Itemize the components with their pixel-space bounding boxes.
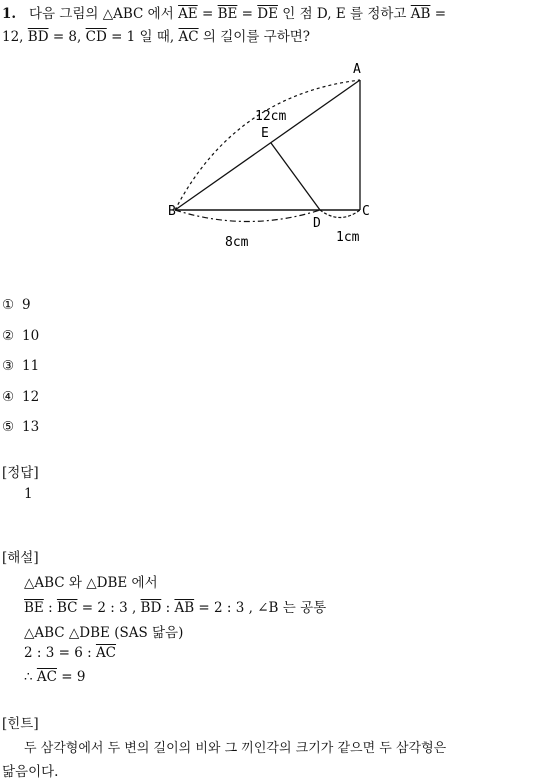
question-text-c: 12, <box>2 29 24 45</box>
segment-de-line <box>271 143 320 210</box>
explanation-header: [해설] <box>2 550 39 566</box>
segment-ab: $\overline{AB}$ <box>410 6 431 22</box>
answer-header: [정답] <box>2 465 39 481</box>
choice-mark: ② <box>2 328 15 344</box>
triangle-figure <box>160 55 380 250</box>
segment-ac: $\overline{AC}$ <box>178 29 199 45</box>
equals: = <box>241 6 253 22</box>
segment-bd: $\overline{BD}$ <box>140 600 162 616</box>
segment-de: $\overline{DE}$ <box>257 6 278 22</box>
choice-value: 9 <box>22 297 31 313</box>
question-text-e: = 1 일 때, <box>111 29 175 45</box>
arc-bd <box>175 210 320 222</box>
equals: = <box>434 6 447 22</box>
hint-line-1: 두 삼각형에서 두 변의 길이의 비와 그 끼인각의 크기가 같으면 두 삼각형은 <box>24 741 447 756</box>
segment-bd: $\overline{BD}$ <box>27 29 49 45</box>
choice-mark: ④ <box>2 389 15 405</box>
choice-2[interactable] <box>2 328 39 344</box>
choice-value: 11 <box>22 358 40 374</box>
ratio-text: = 2 : 3 , <box>81 600 137 616</box>
segment-cd: $\overline{CD}$ <box>85 29 107 45</box>
label-12cm: 12cm <box>255 109 287 124</box>
ratio-colon: : <box>165 600 171 616</box>
label-d: D <box>313 216 321 231</box>
explanation-line-5 <box>24 669 85 685</box>
proportion-text: 2 : 3 = 6 : <box>24 645 92 661</box>
question-line-2 <box>2 25 310 45</box>
ratio-text: = 2 : 3 , ∠B 는 공통 <box>198 600 327 616</box>
choice-value: 10 <box>22 328 40 344</box>
result-text: = 9 <box>61 669 86 685</box>
choice-3[interactable] <box>2 358 39 374</box>
segment-ab: $\overline{AB}$ <box>174 600 195 616</box>
arc-dc <box>320 210 360 218</box>
therefore-symbol: ∴ <box>24 669 33 685</box>
choice-mark: ③ <box>2 358 15 374</box>
question-text-b: 인 점 D, E 를 정하고 <box>282 6 407 22</box>
explanation-line-4 <box>24 645 116 661</box>
question-text-d: = 8, <box>52 29 82 45</box>
equals: = <box>201 6 214 22</box>
segment-ae: $\overline{AE}$ <box>178 6 198 22</box>
ratio-colon: : <box>48 600 53 616</box>
question-text-f: 의 길이를 구하면? <box>202 29 311 45</box>
segment-be: $\overline{BE}$ <box>217 6 238 22</box>
label-8cm: 8cm <box>225 235 249 250</box>
choice-mark: ① <box>2 297 15 313</box>
question-number: 1. <box>2 6 17 22</box>
label-e: E <box>261 126 269 141</box>
hint-header: [힌트] <box>2 716 39 732</box>
hint-line-2: 닮음이다. <box>2 764 59 780</box>
label-b: B <box>168 204 176 219</box>
answer-value: 1 <box>24 486 33 502</box>
explanation-line-3: △ABC △DBE (SAS 닮음) <box>24 625 184 641</box>
choice-value: 12 <box>22 389 40 405</box>
side-ab <box>175 80 360 210</box>
segment-be: $\overline{BE}$ <box>24 600 44 616</box>
label-c: C <box>362 204 370 219</box>
explanation-line-2 <box>24 596 326 616</box>
label-1cm: 1cm <box>336 230 360 245</box>
question-text-a: 다음 그림의 △ABC 에서 <box>28 6 174 22</box>
choice-5[interactable] <box>2 419 39 435</box>
choice-4[interactable] <box>2 389 39 405</box>
question-line-1 <box>2 2 446 22</box>
segment-ac: $\overline{AC}$ <box>36 669 57 685</box>
segment-ac: $\overline{AC}$ <box>95 645 117 661</box>
choice-1[interactable] <box>2 297 31 313</box>
segment-bc: $\overline{BC}$ <box>56 600 78 616</box>
label-a: A <box>353 62 361 77</box>
choice-mark: ⑤ <box>2 419 15 435</box>
choice-value: 13 <box>22 419 40 435</box>
explanation-line-1: △ABC 와 △DBE 에서 <box>24 575 158 591</box>
